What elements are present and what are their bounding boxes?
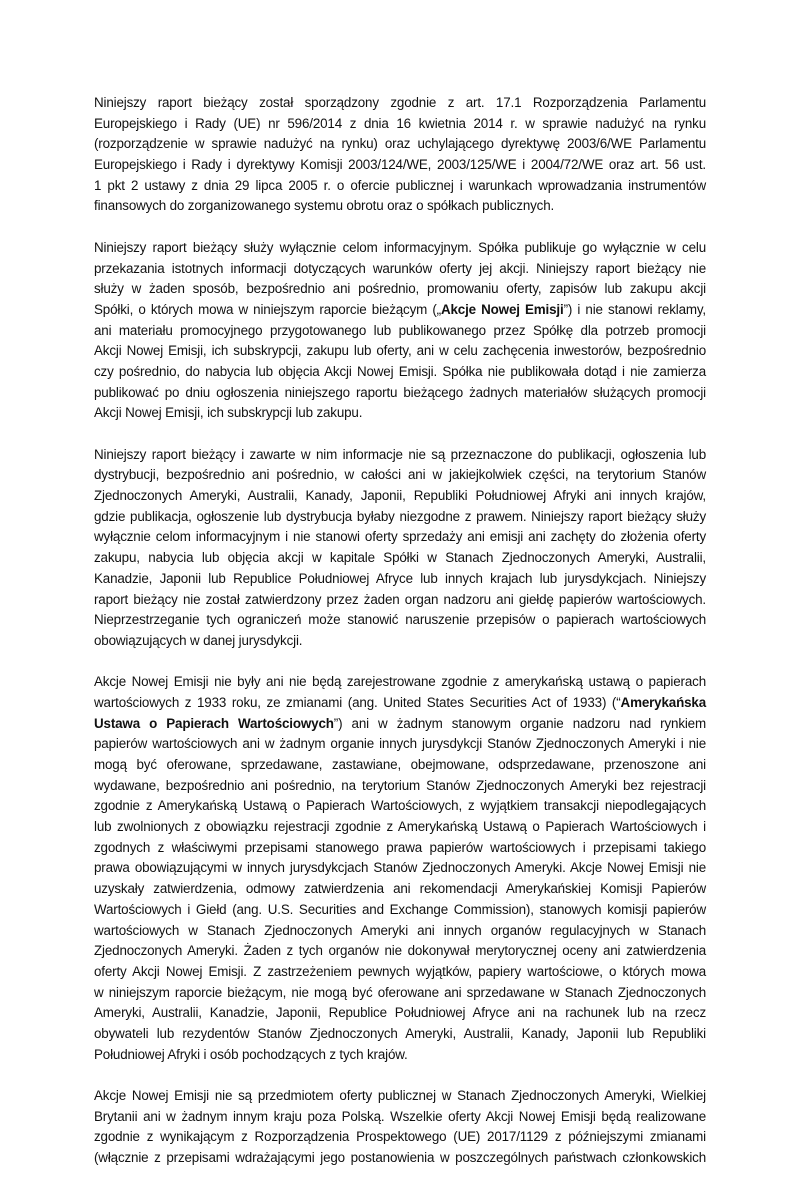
text-line (94, 465, 706, 486)
text-segment: Niniejszy raport bieżący i zawarte w nim informacje nie są przeznaczone do publikacji, ogłoszenia lub (94, 446, 706, 462)
text-line (94, 383, 706, 404)
text-line (94, 900, 706, 921)
text-line (94, 590, 706, 611)
text-segment: Brytanii ani w żadnym innym kraju poza Polską. Wszelkie oferty Akcji Nowej Emisji będą realizowane (94, 1108, 706, 1124)
text-line (94, 134, 706, 155)
text-line (94, 983, 706, 1004)
text-segment: publikować po dniu ogłoszenia niniejszego raportu bieżącego żadnych materiałów służących promocji (94, 384, 706, 400)
text-line (94, 238, 706, 259)
text-line (94, 962, 706, 983)
text-line (94, 445, 706, 466)
paragraph (94, 672, 706, 1065)
text-segment: uzyskały zatwierdzenia, odmowy zatwierdzenia ani rekomendacji Amerykańskiej Komisji Papierów (94, 881, 706, 897)
text-line (94, 921, 706, 942)
text-line (94, 1148, 706, 1169)
text-segment: Wartościowych i Giełd (ang. U.S. Securities and Exchange Commission), stanowych komisji papierów (94, 901, 706, 917)
text-segment: oferty Akcji Nowej Emisji. Z zastrzeżeniem pewnych wyjątków, papiery wartościowe, o których mowa (94, 963, 706, 979)
text-line (94, 1045, 706, 1066)
text-line (94, 569, 706, 590)
text-segment: wydawane, bezpośrednio ani pośrednio, na terytorium Stanów Zjednoczonych Ameryki bez rejestracji (94, 777, 706, 793)
text-line (94, 1003, 706, 1024)
text-segment: (rozporządzenie w sprawie nadużyć na rynku) oraz uchylającego dyrektywę 2003/6/WE Parlamentu (94, 136, 706, 152)
text-segment: ”) i nie stanowi reklamy, (563, 301, 706, 317)
text-segment: Zjednoczonych Ameryki, Australii, Kanady, Japonii, Republiki Południowej Afryki ani innych krajów, (94, 488, 706, 504)
text-line (94, 486, 706, 507)
text-segment: lub zwolnionych z obowiązku rejestracji zgodnie z Amerykańską Ustawą o Papierach Wartościowych i (94, 819, 706, 835)
text-segment: prawa obowiązującymi w innych jurysdykcjach Stanów Zjednoczonych Ameryki. Akcje Nowej Emisji nie (94, 860, 706, 876)
text-segment: Akcji Nowej Emisji, ich subskrypcji, zakupu lub oferty, ani w celu zachęcenia inwestorów, bezpośrednio (94, 343, 706, 359)
paragraph (94, 93, 706, 217)
text-line (94, 176, 706, 197)
text-line (94, 776, 706, 797)
text-segment: zakupu, nabycia lub objęcia akcji w kapitale Spółki w Stanach Zjednoczonych Ameryki, Australii, (94, 550, 706, 566)
text-line (94, 631, 706, 652)
text-line (94, 610, 706, 631)
paragraph (94, 1086, 706, 1169)
text-segment: obowiązujących w danej jurysdykcji. (94, 632, 303, 648)
text-segment: zgodnych z właściwymi przepisami stanowego prawa papierów wartościowych i przepisami takiego (94, 839, 706, 855)
text-segment: Akcje Nowej Emisji nie były ani nie będą zarejestrowane zgodnie z amerykańską ustawą o papierach (94, 674, 706, 690)
text-line (94, 1107, 706, 1128)
text-line (94, 858, 706, 879)
text-line (94, 734, 706, 755)
text-line (94, 879, 706, 900)
text-line (94, 817, 706, 838)
text-line (94, 527, 706, 548)
text-segment: Akcje Nowej Emisji nie są przedmiotem oferty publicznej w Stanach Zjednoczonych Ameryki, Wielkiej (94, 1088, 706, 1103)
text-segment: w niniejszym raporcie bieżącym, nie mogą być oferowane ani sprzedawane w Stanach Zjednoczonych (94, 984, 706, 1000)
text-line (94, 672, 706, 693)
text-line (94, 279, 706, 300)
bold-term: Ustawa o Papierach Wartościowych (94, 715, 334, 731)
text-segment: przekazania istotnych informacji dotyczących warunków oferty jej akcji. Niniejszy raport bieżący nie (94, 260, 706, 276)
text-line (94, 1127, 706, 1148)
text-segment: służy w żaden sposób, bezpośrednio ani pośrednio, promowaniu oferty, zapisów lub zakupu akcji (94, 281, 706, 297)
text-line (94, 1086, 706, 1107)
text-segment: wartościowych z 1933 roku, ze zmianami (ang. United States Securities Act of 1933) (“ (94, 694, 621, 710)
paragraph (94, 238, 706, 424)
bold-term: Akcje Nowej Emisji (440, 301, 564, 317)
text-line (94, 155, 706, 176)
text-line (94, 796, 706, 817)
text-segment: finansowych do zorganizowanego systemu obrotu oraz o spółkach publicznych. (94, 198, 555, 214)
text-line (94, 1024, 706, 1045)
text-segment: zgodnie z wynikającym z Rozporządzenia Prospektowego (UE) 2017/1129 z późniejszymi zmianami (94, 1129, 706, 1145)
text-segment: Zjednoczonych Ameryki. Żaden z tych organów nie dokonywał merytorycznej oceny ani zatwierdzenia (94, 943, 706, 959)
text-line (94, 941, 706, 962)
text-line (94, 755, 706, 776)
text-segment: Nieprzestrzeganie tych ograniczeń może stanowić naruszenie przepisów o papierach wartościowych (94, 612, 706, 628)
text-segment: Spółki, o których mowa w niniejszym raporcie bieżącym („ (94, 301, 441, 317)
text-segment: Ameryki, Australii, Kanadzie, Japonii, Republice Południowej Afryce ani na rachunek lub na rzecz (94, 1005, 706, 1021)
text-segment: Akcji Nowej Emisji, ich subskrypcji lub zakupu. (94, 405, 363, 421)
text-segment: czy pośrednio, do nabycia lub objęcia Akcji Nowej Emisji. Spółka nie publikowała dotąd i nie zamierza (94, 363, 706, 379)
text-line (94, 300, 706, 321)
text-segment: Niniejszy raport bieżący służy wyłącznie celom informacyjnym. Spółka publikuje go wyłącznie w celu (94, 239, 706, 255)
text-line (94, 93, 706, 114)
text-segment: papierów wartościowych ani w żadnym organie innych jurysdykcji Stanów Zjednoczonych Ameryki i nie (94, 736, 706, 752)
text-line (94, 838, 706, 859)
text-line (94, 714, 706, 735)
text-line (94, 362, 706, 383)
text-line (94, 114, 706, 135)
text-line (94, 507, 706, 528)
text-segment: Południowej Afryki i osób pochodzących z tych krajów. (94, 1046, 408, 1062)
text-line (94, 341, 706, 362)
text-segment: wyłącznie celom informacyjnym i nie stanowi oferty sprzedaży ani emisji ani zachęty do złożenia oferty (94, 529, 706, 545)
text-segment: Kanadzie, Japonii lub Republice Południowej Afryce lub innych krajach lub jurysdykcjach. Niniejszy (94, 570, 706, 586)
text-segment: ”) ani w żadnym stanowym organie nadzoru nad rynkiem (333, 715, 706, 731)
text-line (94, 259, 706, 280)
text-line (94, 403, 706, 424)
text-segment: Europejskiego i Rady (UE) nr 596/2014 z dnia 16 kwietnia 2014 r. w sprawie nadużyć na rynku (94, 115, 706, 131)
text-segment: wartościowych w Stanach Zjednoczonych Ameryki ani innych organów regulacyjnych w Stanach (94, 922, 706, 938)
text-line (94, 548, 706, 569)
text-segment: raport bieżący nie został zatwierdzony przez żaden organ nadzoru ani giełdę papierów wartościowych. (94, 591, 706, 607)
text-segment: gdzie publikacja, ogłoszenie lub dystrybucja byłaby niezgodne z prawem. Niniejszy raport bieżący służy (94, 508, 706, 524)
text-segment: ani materiału promocyjnego przygotowanego lub publikowanego przez Spółkę dla potrzeb promocji (94, 322, 706, 338)
text-segment: mogą być oferowane, sprzedawane, zastawiane, obejmowane, odsprzedawane, przenoszone ani (94, 757, 706, 772)
text-segment: 1 pkt 2 ustawy z dnia 29 lipca 2005 r. o ofercie publicznej i warunkach wprowadzania instrumentów (94, 177, 706, 193)
paragraph (94, 445, 706, 652)
text-segment: Niniejszy raport bieżący został sporządzony zgodnie z art. 17.1 Rozporządzenia Parlamentu (94, 95, 706, 110)
bold-term: Amerykańska (620, 694, 706, 710)
text-line (94, 693, 706, 714)
text-segment: obywateli lub rezydentów Stanów Zjednoczonych Ameryki, Australii, Kanady, Japonii lub Republiki (94, 1025, 706, 1041)
document-page (94, 93, 706, 1189)
text-segment: dystrybucji, bezpośrednio ani pośrednio, w całości ani w jakiejkolwiek części, na terytorium Stanów (94, 467, 706, 483)
text-segment: Europejskiego i Rady i dyrektywy Komisji 2003/124/WE, 2003/125/WE i 2004/72/WE oraz art. 56 ust. (94, 157, 706, 173)
text-segment: (włącznie z przepisami wdrażającymi jego postanowienia w poszczególnych państwach członkowskich (94, 1150, 706, 1166)
text-line (94, 321, 706, 342)
text-line (94, 196, 706, 217)
text-segment: zgodnie z Amerykańską Ustawą o Papierach Wartościowych, z wyjątkiem transakcji niepodlegających (94, 798, 706, 814)
